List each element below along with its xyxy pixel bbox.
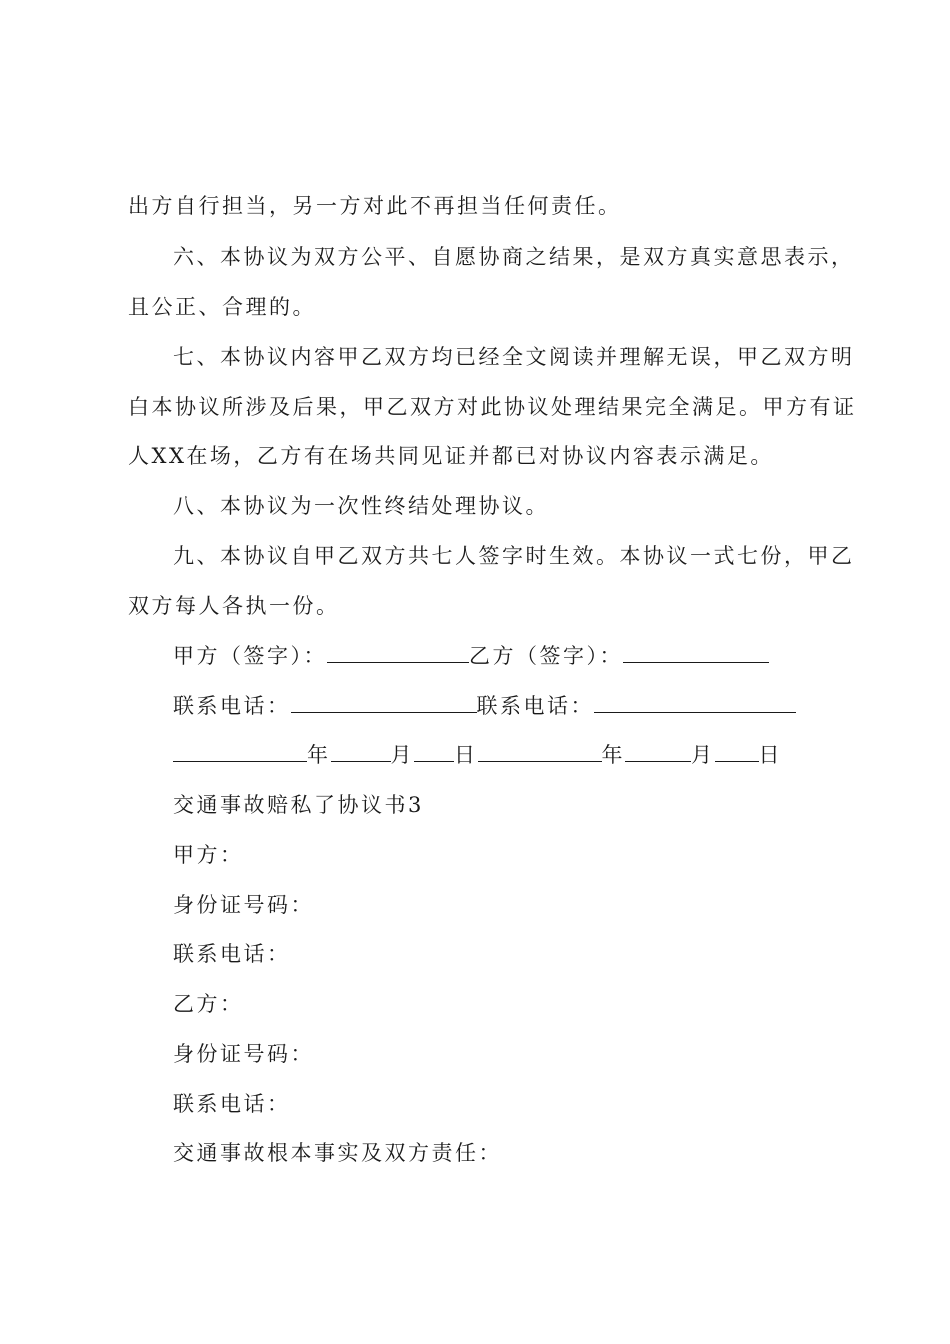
phone-blank-a bbox=[291, 692, 477, 713]
year-blank bbox=[173, 741, 307, 762]
paragraph-line: 六、本协议为双方公平、自愿协商之结果，是双方真实意思表示， bbox=[173, 245, 855, 269]
phone-row bbox=[173, 692, 796, 720]
month-blank bbox=[331, 741, 391, 762]
phone-blank-b bbox=[594, 692, 796, 713]
phone-label-a: 联系电话： bbox=[173, 694, 291, 718]
id-a-field: 身份证号码： bbox=[173, 893, 314, 917]
party-b-sign-label: 乙方（签字）： bbox=[469, 644, 623, 668]
day-blank bbox=[414, 741, 454, 762]
id-b-field: 身份证号码： bbox=[173, 1042, 314, 1066]
year-label: 年 bbox=[307, 743, 331, 767]
party-b-sign-blank bbox=[623, 642, 769, 663]
paragraph-line: 且公正、合理的。 bbox=[128, 295, 316, 319]
section-title: 交通事故赔私了协议书3 bbox=[173, 793, 424, 817]
phone-a-field: 联系电话： bbox=[173, 942, 291, 966]
day-label: 日 bbox=[454, 743, 478, 767]
year-label: 年 bbox=[601, 743, 625, 767]
party-b-field: 乙方： bbox=[173, 992, 244, 1016]
party-a-sign-label: 甲方（签字）： bbox=[173, 644, 327, 668]
year-blank bbox=[478, 741, 602, 762]
paragraph-line: 出方自行担当，另一方对此不再担当任何责任。 bbox=[128, 194, 622, 218]
phone-b-field: 联系电话： bbox=[173, 1092, 291, 1116]
phone-label-b: 联系电话： bbox=[476, 694, 594, 718]
day-label: 日 bbox=[758, 743, 782, 767]
paragraph-line: 人XX在场，乙方有在场共同见证并都已对协议内容表示满足。 bbox=[128, 444, 774, 468]
facts-heading: 交通事故根本事实及双方责任： bbox=[173, 1141, 502, 1165]
day-blank bbox=[715, 741, 759, 762]
month-label: 月 bbox=[390, 743, 414, 767]
paragraph-line: 九、本协议自甲乙双方共七人签字时生效。本协议一式七份，甲乙 bbox=[173, 544, 855, 568]
party-a-field: 甲方： bbox=[173, 843, 244, 867]
date-row bbox=[173, 741, 782, 769]
paragraph-line: 七、本协议内容甲乙双方均已经全文阅读并理解无误，甲乙双方明 bbox=[173, 345, 855, 369]
month-label: 月 bbox=[691, 743, 715, 767]
signature-row bbox=[173, 642, 769, 670]
paragraph-line: 双方每人各执一份。 bbox=[128, 594, 340, 618]
party-a-sign-blank bbox=[327, 642, 469, 663]
paragraph-line: 白本协议所涉及后果，甲乙双方对此协议处理结果完全满足。甲方有证 bbox=[128, 395, 857, 419]
month-blank bbox=[625, 741, 691, 762]
paragraph-line: 八、本协议为一次性终结处理协议。 bbox=[173, 494, 549, 518]
